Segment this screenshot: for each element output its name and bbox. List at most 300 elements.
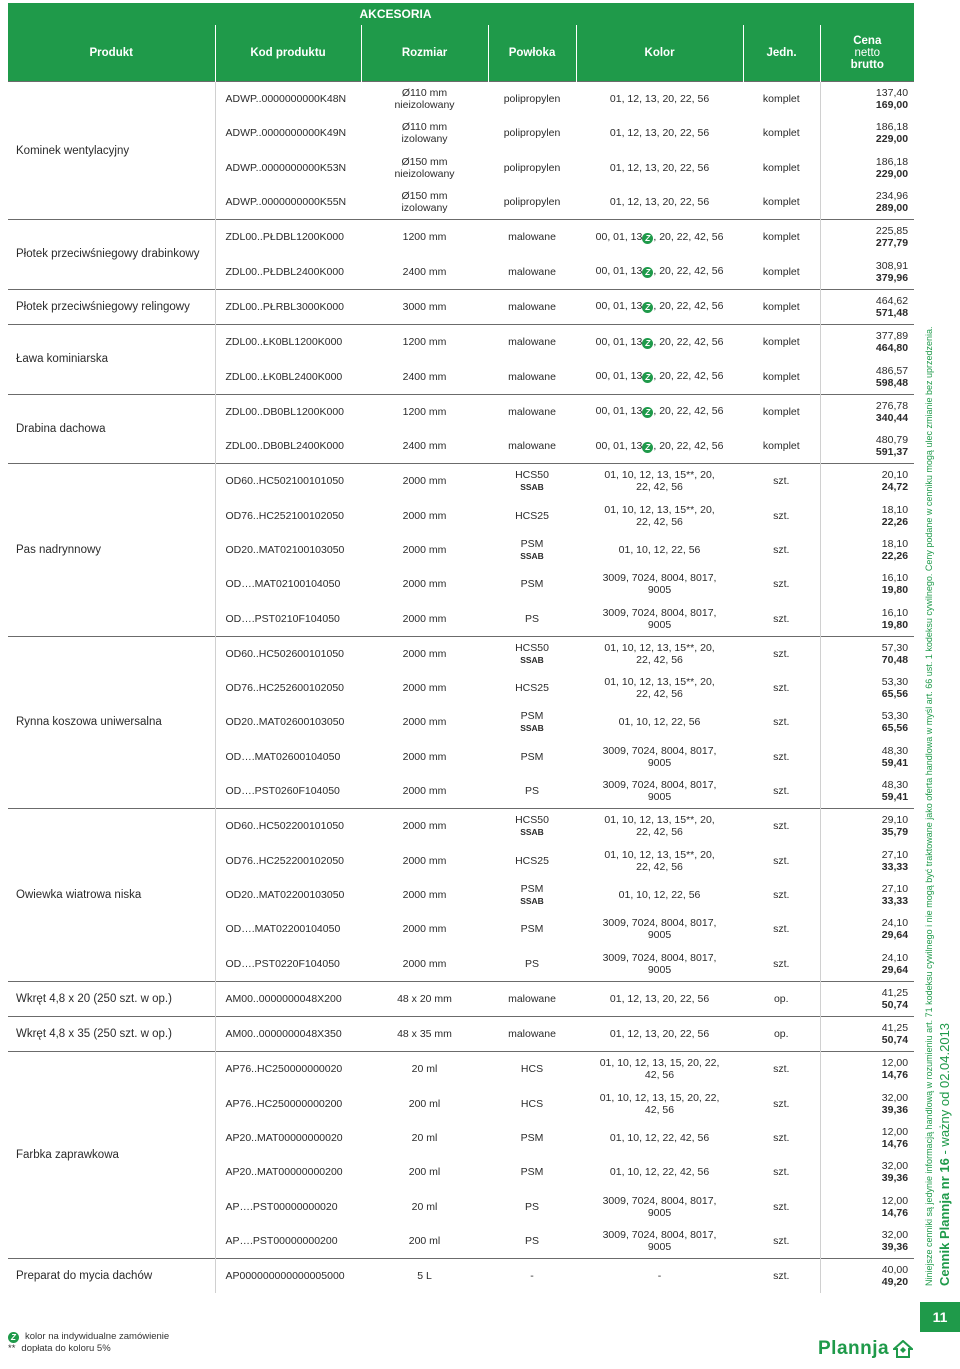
unit-cell: szt. bbox=[743, 636, 820, 671]
color-cell bbox=[576, 254, 743, 289]
legend-star-note: dopłata do koloru 5% bbox=[21, 1343, 111, 1354]
product-size: Ø110 mm nieizolowany bbox=[361, 82, 488, 117]
unit-cell: komplet bbox=[762, 161, 800, 174]
product-code: OD76..HC252600102050 bbox=[225, 682, 345, 695]
price-cell bbox=[820, 499, 914, 533]
color-cell bbox=[576, 325, 743, 360]
price-net: 16,10 bbox=[881, 572, 909, 585]
price-cell bbox=[820, 1190, 914, 1224]
price-net: 41,25 bbox=[881, 986, 909, 999]
color-prefix: 00, 01, 13 bbox=[595, 265, 643, 278]
product-group-name: Owiewka wiatrowa niska bbox=[8, 809, 215, 981]
unit-cell: szt. bbox=[773, 1132, 790, 1145]
coating-cell bbox=[488, 1017, 576, 1052]
price-gross: 229,00 bbox=[875, 133, 909, 146]
col-color: Kolor bbox=[576, 25, 743, 82]
price-gross: 65,56 bbox=[881, 722, 909, 735]
price-gross: 65,56 bbox=[881, 688, 909, 701]
product-size: 48 x 35 mm bbox=[361, 1017, 488, 1052]
coating-cell bbox=[488, 429, 576, 464]
coating-value: malowane bbox=[508, 440, 556, 453]
price-gross: 229,00 bbox=[875, 167, 909, 180]
side-valid-date: - ważny od 02.04.2013 bbox=[937, 1022, 952, 1159]
unit-cell: szt. bbox=[773, 1166, 790, 1179]
color-list: - bbox=[657, 1270, 662, 1283]
product-code: ZDL00..DB0BL1200K000 bbox=[215, 394, 361, 429]
coating-cell bbox=[488, 705, 576, 739]
color-cell bbox=[576, 464, 743, 499]
legend-star-row bbox=[8, 1343, 169, 1355]
price-gross: 464,80 bbox=[875, 342, 909, 355]
coating-value: HCS50 bbox=[515, 469, 549, 482]
color-list: 3009, 7024, 8004, 8017, 9005 bbox=[602, 1194, 717, 1219]
price-gross: 39,36 bbox=[881, 1240, 909, 1253]
price-cell bbox=[820, 82, 914, 117]
price-gross: 22,26 bbox=[881, 550, 909, 562]
unit-cell: komplet bbox=[762, 440, 800, 453]
table-row bbox=[8, 636, 914, 671]
price-cell bbox=[820, 220, 914, 255]
unit-cell: szt. bbox=[773, 1234, 790, 1247]
product-size: 1200 mm bbox=[361, 394, 488, 429]
unit-cell: komplet bbox=[743, 289, 820, 324]
product-code: ADWP..0000000000K48N bbox=[215, 82, 361, 117]
price-gross: 29,64 bbox=[881, 963, 909, 976]
product-code: OD20..MAT02200103050 bbox=[225, 888, 345, 901]
coating-value: PSM bbox=[520, 882, 544, 895]
price-cell bbox=[820, 151, 914, 185]
unit-cell: szt. bbox=[773, 544, 790, 556]
price-cell bbox=[820, 601, 914, 636]
coating-value: - bbox=[530, 1270, 534, 1283]
brand-name: Plannja bbox=[818, 1338, 890, 1359]
product-size: 2000 mm bbox=[402, 750, 447, 763]
table-row bbox=[8, 1052, 914, 1087]
price-net: 18,10 bbox=[881, 538, 909, 550]
col-size: Rozmiar bbox=[361, 25, 488, 82]
price-net: 18,10 bbox=[881, 503, 909, 516]
product-size: 5 L bbox=[361, 1259, 488, 1294]
coating-cell bbox=[488, 1155, 576, 1189]
product-code: AP20..MAT00000000200 bbox=[225, 1166, 343, 1179]
product-code: ZDL00..PŁRBL3000K000 bbox=[215, 289, 361, 324]
price-cell bbox=[820, 981, 914, 1016]
unit-cell: komplet bbox=[743, 394, 820, 429]
unit-cell: szt. bbox=[743, 1052, 820, 1087]
product-size: 2000 mm bbox=[402, 682, 447, 695]
table-row bbox=[8, 82, 914, 117]
unit-cell: szt. bbox=[773, 1097, 790, 1110]
legend bbox=[8, 1331, 169, 1355]
price-net: 12,00 bbox=[881, 1057, 909, 1070]
coating-cell bbox=[488, 601, 576, 636]
color-cell bbox=[576, 636, 743, 671]
price-net: 57,30 bbox=[881, 641, 909, 654]
price-net: 32,00 bbox=[881, 1228, 909, 1241]
color-list: 01, 10, 12, 13, 15**, 20, 22, 42, 56 bbox=[604, 676, 715, 701]
unit-cell: komplet bbox=[743, 82, 820, 117]
product-code: OD60..HC502200101050 bbox=[215, 809, 361, 844]
color-prefix: 00, 01, 13 bbox=[595, 405, 643, 418]
product-size: 200 ml bbox=[408, 1097, 441, 1110]
color-list: 01, 10, 12, 13, 15, 20, 22, 42, 56 bbox=[599, 1091, 720, 1116]
coating-cell bbox=[488, 1121, 576, 1155]
side-title-text: Cennik Plannja nr 16 bbox=[937, 1158, 952, 1286]
price-net: 12,00 bbox=[881, 1126, 909, 1139]
product-size: 20 ml bbox=[411, 1132, 438, 1145]
coating-cell bbox=[488, 1190, 576, 1224]
unit-cell: komplet bbox=[762, 127, 800, 140]
z-badge-icon: Z bbox=[642, 407, 653, 418]
coating-value: polipropylen bbox=[503, 93, 561, 106]
price-gross-label: brutto bbox=[850, 59, 884, 71]
coating-value: PS bbox=[525, 957, 540, 970]
price-net: 32,00 bbox=[881, 1091, 909, 1104]
price-net: 24,10 bbox=[881, 917, 909, 930]
unit-cell: szt. bbox=[743, 464, 820, 499]
product-size: Ø150 mm izolowany bbox=[401, 190, 448, 215]
color-cell bbox=[576, 981, 743, 1016]
price-gross: 277,79 bbox=[875, 237, 909, 250]
price-net: 225,85 bbox=[875, 225, 909, 238]
price-net: 27,10 bbox=[881, 882, 909, 895]
product-size: 2000 mm bbox=[402, 854, 447, 867]
price-cell bbox=[820, 1259, 914, 1294]
coating-value: malowane bbox=[508, 1028, 556, 1041]
col-unit: Jedn. bbox=[743, 25, 820, 82]
price-gross: 571,48 bbox=[875, 306, 909, 319]
color-list: 01, 10, 12, 22, 56 bbox=[618, 544, 701, 556]
unit-cell: szt. bbox=[773, 578, 790, 591]
coating-cell bbox=[488, 1259, 576, 1294]
coating-cell bbox=[488, 844, 576, 878]
color-list: 01, 12, 13, 20, 22, 56 bbox=[609, 127, 710, 140]
price-cell bbox=[820, 636, 914, 671]
coating-cell bbox=[488, 254, 576, 289]
product-code: AP000000000000005000 bbox=[215, 1259, 361, 1294]
col-price bbox=[820, 25, 914, 82]
price-cell bbox=[820, 429, 914, 464]
product-size: 2000 mm bbox=[402, 716, 447, 729]
coating-value: PSM bbox=[520, 923, 544, 936]
product-size: 2000 mm bbox=[402, 612, 447, 625]
color-cell bbox=[576, 220, 743, 255]
unit-cell: szt. bbox=[773, 957, 790, 970]
product-code: OD76..HC252100102050 bbox=[225, 509, 345, 522]
coating-value: PSM bbox=[520, 1132, 544, 1145]
price-gross: 14,76 bbox=[881, 1138, 909, 1151]
product-code: ZDL00..PŁDBL2400K000 bbox=[225, 265, 344, 278]
coating-value: PS bbox=[525, 1200, 540, 1213]
price-gross: 33,33 bbox=[881, 894, 909, 907]
product-size: 2000 mm bbox=[361, 464, 488, 499]
price-cell bbox=[820, 1017, 914, 1052]
unit-cell: szt. bbox=[743, 809, 820, 844]
price-net: 48,30 bbox=[881, 779, 909, 792]
price-gross: 50,74 bbox=[881, 1034, 909, 1047]
color-prefix: 00, 01, 13 bbox=[595, 300, 643, 313]
price-gross: 14,76 bbox=[881, 1206, 909, 1219]
price-gross: 289,00 bbox=[875, 202, 909, 215]
price-net: 186,18 bbox=[875, 155, 909, 168]
ssab-label: SSAB bbox=[520, 654, 544, 665]
color-list: 01, 10, 12, 13, 15**, 20, 22, 42, 56 bbox=[604, 469, 715, 494]
color-cell bbox=[576, 705, 743, 739]
legend-double-star: ** bbox=[8, 1343, 16, 1354]
color-list: 01, 10, 12, 13, 15**, 20, 22, 42, 56 bbox=[604, 641, 715, 666]
color-suffix: , 20, 22, 42, 56 bbox=[653, 300, 724, 313]
color-cell bbox=[576, 394, 743, 429]
color-list: 01, 12, 13, 20, 22, 56 bbox=[609, 93, 710, 106]
color-cell bbox=[576, 1259, 743, 1294]
color-cell bbox=[576, 499, 743, 533]
price-net: 32,00 bbox=[881, 1160, 909, 1173]
product-size: 2000 mm bbox=[402, 888, 447, 901]
coating-cell bbox=[488, 499, 576, 533]
price-sheet bbox=[8, 3, 914, 1293]
table-row bbox=[8, 1259, 914, 1294]
table-body bbox=[8, 82, 914, 1294]
color-cell bbox=[576, 116, 743, 150]
color-cell bbox=[576, 878, 743, 912]
price-cell bbox=[820, 740, 914, 774]
product-code: AP20..MAT00000000020 bbox=[225, 1132, 343, 1145]
price-cell bbox=[820, 878, 914, 912]
unit-cell: op. bbox=[743, 981, 820, 1016]
product-group-name: Farbka zaprawkowa bbox=[8, 1052, 215, 1259]
coating-cell bbox=[488, 116, 576, 150]
product-size: 2400 mm bbox=[402, 370, 447, 383]
price-cell bbox=[820, 185, 914, 220]
color-list: 3009, 7024, 8004, 8017, 9005 bbox=[602, 917, 717, 942]
price-net: 464,62 bbox=[875, 294, 909, 307]
coating-value: PS bbox=[525, 1234, 540, 1247]
coating-value: malowane bbox=[508, 231, 556, 244]
product-group-name: Drabina dachowa bbox=[8, 394, 215, 464]
coating-value: malowane bbox=[508, 405, 556, 418]
price-gross: 33,33 bbox=[881, 860, 909, 873]
product-code: AP….PST00000000020 bbox=[225, 1200, 338, 1213]
coating-cell bbox=[488, 1052, 576, 1087]
coating-cell bbox=[488, 912, 576, 946]
house-icon bbox=[893, 1340, 913, 1358]
coating-value: polipropylen bbox=[503, 196, 561, 209]
price-net: 137,40 bbox=[875, 87, 909, 100]
price-net: 234,96 bbox=[875, 190, 909, 203]
unit-cell: komplet bbox=[743, 220, 820, 255]
product-code: OD20..MAT02100103050 bbox=[225, 544, 345, 556]
price-cell bbox=[820, 533, 914, 567]
product-code: AP….PST00000000200 bbox=[225, 1234, 338, 1247]
coating-cell bbox=[488, 151, 576, 185]
color-prefix: 00, 01, 13 bbox=[595, 230, 643, 243]
price-net: 40,00 bbox=[881, 1264, 909, 1277]
price-gross: 340,44 bbox=[875, 411, 909, 424]
coating-cell bbox=[488, 671, 576, 705]
coating-cell bbox=[488, 981, 576, 1016]
price-gross: 14,76 bbox=[881, 1069, 909, 1082]
product-group-name: Rynna koszowa uniwersalna bbox=[8, 636, 215, 808]
z-badge-icon: Z bbox=[642, 233, 653, 244]
product-code: OD76..HC252200102050 bbox=[225, 854, 345, 867]
price-cell bbox=[820, 705, 914, 739]
price-gross: 169,00 bbox=[875, 99, 909, 112]
coating-cell bbox=[488, 289, 576, 324]
coating-value: malowane bbox=[508, 300, 556, 313]
price-gross: 22,26 bbox=[881, 515, 909, 528]
color-suffix: , 20, 22, 42, 56 bbox=[653, 405, 724, 418]
color-list: 3009, 7024, 8004, 8017, 9005 bbox=[602, 1228, 717, 1253]
product-code: AM00..0000000048X200 bbox=[215, 981, 361, 1016]
coating-value: PS bbox=[525, 612, 540, 625]
color-cell bbox=[576, 1121, 743, 1155]
unit-cell: szt. bbox=[773, 923, 790, 936]
z-badge-icon: Z bbox=[642, 442, 653, 453]
color-prefix: 00, 01, 13 bbox=[595, 370, 643, 383]
color-prefix: 00, 01, 13 bbox=[595, 335, 643, 348]
unit-cell: szt. bbox=[773, 854, 790, 867]
col-coating: Powłoka bbox=[488, 25, 576, 82]
price-net: 16,10 bbox=[881, 606, 909, 619]
unit-cell: op. bbox=[743, 1017, 820, 1052]
product-size: 2000 mm bbox=[402, 578, 447, 591]
product-group-name: Wkręt 4,8 x 35 (250 szt. w op.) bbox=[8, 1017, 215, 1052]
coating-value: HCS bbox=[520, 1097, 544, 1110]
coating-value: PSM bbox=[520, 578, 544, 591]
coating-value: polipropylen bbox=[503, 161, 561, 174]
color-list: 01, 10, 12, 13, 15**, 20, 22, 42, 56 bbox=[604, 503, 715, 528]
product-size: 3000 mm bbox=[361, 289, 488, 324]
coating-cell bbox=[488, 740, 576, 774]
unit-cell: komplet bbox=[762, 265, 800, 278]
coating-value: malowane bbox=[508, 265, 556, 278]
product-code: OD….MAT02200104050 bbox=[225, 923, 341, 936]
price-gross: 49,20 bbox=[881, 1276, 909, 1289]
price-net: 486,57 bbox=[875, 364, 909, 377]
price-cell bbox=[820, 325, 914, 360]
product-code: ADWP..0000000000K53N bbox=[225, 161, 347, 174]
coating-cell bbox=[488, 533, 576, 567]
coating-value: HCS25 bbox=[515, 854, 549, 867]
color-list: 01, 10, 12, 22, 56 bbox=[618, 888, 701, 901]
section-banner bbox=[8, 3, 914, 25]
coating-value: polipropylen bbox=[503, 127, 561, 140]
price-cell bbox=[820, 1121, 914, 1155]
price-cell bbox=[820, 116, 914, 150]
color-suffix: , 20, 22, 42, 56 bbox=[653, 265, 724, 278]
coating-cell bbox=[488, 1224, 576, 1259]
price-cell bbox=[820, 359, 914, 394]
coating-cell bbox=[488, 394, 576, 429]
product-code: OD60..HC502600101050 bbox=[215, 636, 361, 671]
product-code: AM00..0000000048X350 bbox=[215, 1017, 361, 1052]
price-cell bbox=[820, 1224, 914, 1259]
price-net: 276,78 bbox=[875, 399, 909, 412]
price-gross: 39,36 bbox=[881, 1172, 909, 1185]
product-group-name: Ława kominiarska bbox=[8, 325, 215, 395]
legend-z-row bbox=[8, 1331, 169, 1343]
color-cell bbox=[576, 1155, 743, 1189]
color-cell bbox=[576, 946, 743, 981]
unit-cell: szt. bbox=[773, 612, 790, 625]
color-cell bbox=[576, 1190, 743, 1224]
color-cell bbox=[576, 1017, 743, 1052]
product-size: 2000 mm bbox=[402, 785, 447, 798]
price-cell bbox=[820, 464, 914, 499]
color-list: 3009, 7024, 8004, 8017, 9005 bbox=[602, 606, 717, 631]
coating-value: PSM bbox=[520, 538, 544, 550]
coating-value: PSM bbox=[520, 710, 544, 723]
color-cell bbox=[576, 1087, 743, 1121]
product-code: ZDL00..ŁK0BL2400K000 bbox=[225, 370, 343, 383]
product-group-name: Kominek wentylacyjny bbox=[8, 82, 215, 220]
product-size: 2000 mm bbox=[402, 923, 447, 936]
product-size: 200 ml bbox=[408, 1234, 441, 1247]
color-cell bbox=[576, 82, 743, 117]
price-cell bbox=[820, 289, 914, 324]
coating-value: HCS50 bbox=[515, 641, 549, 654]
price-cell bbox=[820, 1087, 914, 1121]
price-cell bbox=[820, 946, 914, 981]
ssab-label: SSAB bbox=[520, 551, 544, 561]
product-code: OD….PST0220F104050 bbox=[225, 957, 340, 970]
ssab-label: SSAB bbox=[520, 723, 544, 734]
color-cell bbox=[576, 1224, 743, 1259]
color-list: 3009, 7024, 8004, 8017, 9005 bbox=[602, 572, 717, 597]
color-suffix: , 20, 22, 42, 56 bbox=[653, 370, 724, 383]
color-cell bbox=[576, 567, 743, 601]
color-suffix: , 20, 22, 42, 56 bbox=[653, 335, 724, 348]
color-suffix: , 20, 22, 42, 56 bbox=[653, 230, 724, 243]
table-row bbox=[8, 220, 914, 255]
brand-logo bbox=[818, 1338, 913, 1360]
page-number: 11 bbox=[920, 1302, 960, 1332]
price-cell bbox=[820, 809, 914, 844]
color-list: 3009, 7024, 8004, 8017, 9005 bbox=[602, 951, 717, 976]
product-code: ZDL00..ŁK0BL1200K000 bbox=[215, 325, 361, 360]
product-code: OD….MAT02100104050 bbox=[225, 578, 341, 591]
product-size: Ø150 mm nieizolowany bbox=[394, 155, 455, 180]
color-cell bbox=[576, 289, 743, 324]
price-cell bbox=[820, 254, 914, 289]
z-badge-icon: Z bbox=[642, 372, 653, 383]
unit-cell: szt. bbox=[773, 716, 790, 729]
coating-cell bbox=[488, 359, 576, 394]
color-prefix: 00, 01, 13 bbox=[595, 439, 643, 452]
coating-value: PSM bbox=[520, 1166, 544, 1179]
price-net-label: netto bbox=[854, 47, 881, 59]
product-group-name: Preparat do mycia dachów bbox=[8, 1259, 215, 1294]
coating-cell bbox=[488, 946, 576, 981]
side-disclaimer: Niniejsze cenniki są jedynie informacją handlową w rozumieniu art. 71 kodeksu cywilnego i nie mogą być traktowane jako oferta handlowa w myśl art. 66 ust. 1 kodeksu cywilnego. Ceny podane w cenniku mogą ulec zmianie bez uprzedzenia. bbox=[924, 326, 934, 1286]
color-cell bbox=[576, 740, 743, 774]
color-list: 01, 10, 12, 22, 42, 56 bbox=[609, 1132, 710, 1145]
color-cell bbox=[576, 359, 743, 394]
table-row bbox=[8, 1017, 914, 1052]
price-net: 377,89 bbox=[875, 330, 909, 343]
color-cell bbox=[576, 912, 743, 946]
color-cell bbox=[576, 533, 743, 567]
price-cell bbox=[820, 567, 914, 601]
product-code: OD20..MAT02600103050 bbox=[225, 716, 345, 729]
price-gross: 598,48 bbox=[875, 376, 909, 389]
price-net: 308,91 bbox=[875, 259, 909, 272]
product-size: 2000 mm bbox=[402, 509, 447, 522]
price-net: 186,18 bbox=[875, 121, 909, 134]
color-list: 01, 10, 12, 13, 15**, 20, 22, 42, 56 bbox=[604, 814, 715, 839]
coating-cell bbox=[488, 774, 576, 809]
price-gross: 379,96 bbox=[875, 271, 909, 284]
